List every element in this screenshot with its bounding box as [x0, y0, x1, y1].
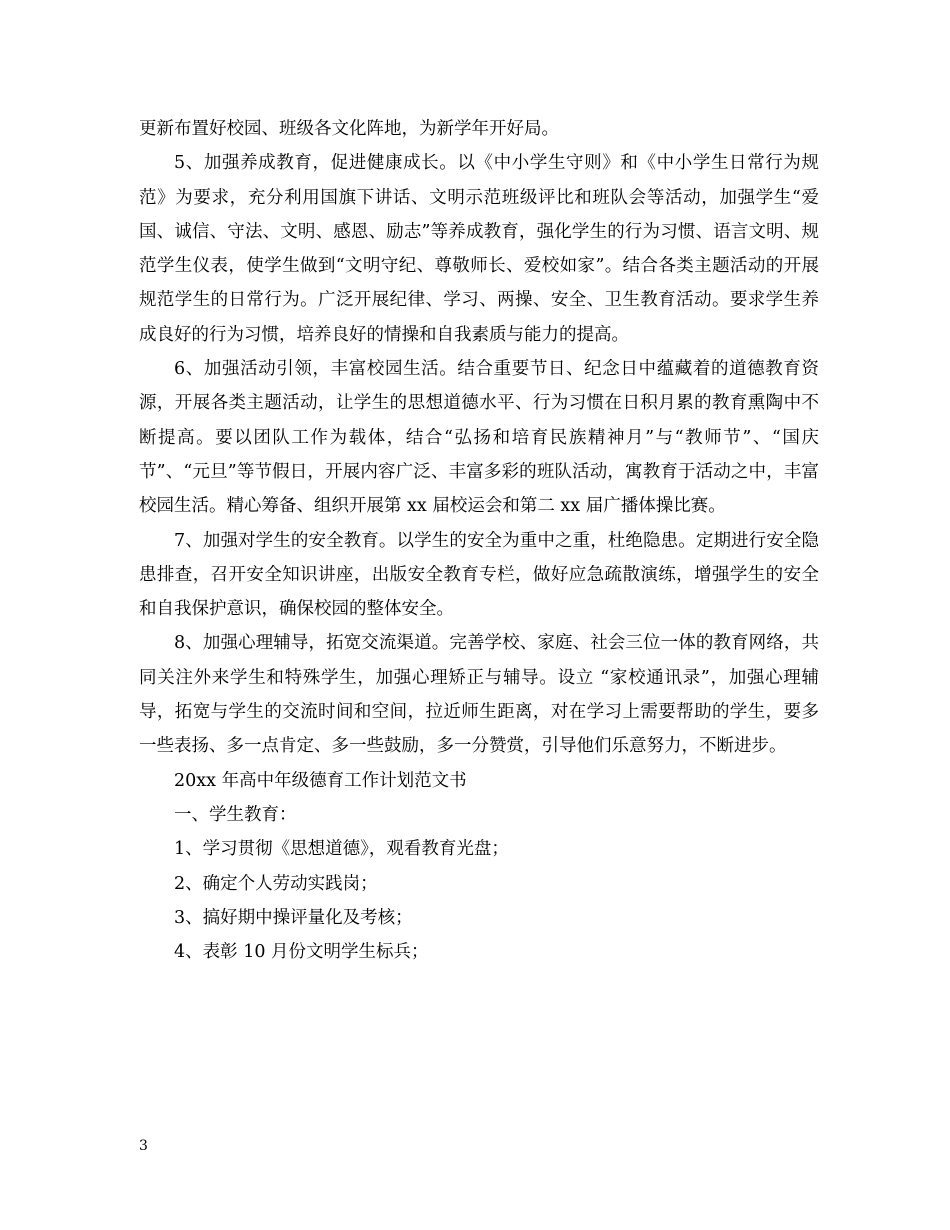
paragraph-continuation: 更新布置好校园、班级各文化阵地，为新学年开好局。 [139, 119, 559, 139]
paragraph-item-7: 7、加强对学生的安全教育。以学生的安全为重中之重，杜绝隐患。定期进行安全隐患排查，召开安全知识讲座，出版安全教育专栏，做好应急疏散演练，增强学生的安全和自我保护意识，确保校园的整体安全。 [139, 530, 819, 620]
subheading: 一、学生教育： [174, 804, 297, 825]
section-title: 20xx 年高中年级德育工作计划范文书 [174, 770, 467, 791]
list-item: 2、确定个人劳动实践岗； [174, 873, 378, 894]
page-number: 3 [139, 1138, 148, 1154]
paragraph-item-6: 6、加强活动引领，丰富校园生活。结合重要节日、纪念日中蕴藏着的道德教育资源，开展各类主题活动，让学生的思想道德水平、行为习惯在日积月累的教育熏陶中不断提高。要以团队工作为载体，结合“弘扬和培育民族精神月”与“教师节”、“国庆节”、“元旦”等节假日，开展内容广泛、丰富多彩的班队活动，寓教育于活动之中，丰富校园生活。精心筹备、组织开展第 xx 届校运会和第二 xx 届广播体操比赛。 [139, 359, 819, 517]
list-item: 3、搞好期中操评量化及考核； [174, 907, 413, 928]
paragraph-item-5: 5、加强养成教育，促进健康成长。以《中小学生守则》和《中小学生日常行为规范》为要求，充分利用国旗下讲话、文明示范班级评比和班队会等活动，加强学生“爱国、诚信、守法、文明、感恩、励志”等养成教育，强化学生的行为习惯、语言文明、规范学生仪表，使学生做到“文明守纪、尊敬师长、爱校如家”。结合各类主题活动的开展规范学生的日常行为。广泛开展纪律、学习、两操、安全、卫生教育活动。要求学生养成良好的行为习惯，培养良好的情操和自我素质与能力的提高。 [139, 153, 819, 345]
document-body [139, 112, 819, 969]
list-item: 1、学习贯彻《思想道德》，观看教育光盘； [174, 839, 509, 860]
list-item: 4、表彰 10 月份文明学生标兵； [174, 942, 429, 963]
paragraph-item-8: 8、加强心理辅导，拓宽交流渠道。完善学校、家庭、社会三位一体的教育网络，共同关注外来学生和特殊学生，加强心理矫正与辅导。设立 “家校通讯录”，加强心理辅导，拓宽与学生的交流时间和空间，拉近师生距离，对在学习上需要帮助的学生，要多一些表扬、多一点肯定、多一些鼓励，多一分赞赏，引导他们乐意努力，不断进步。 [139, 633, 819, 757]
